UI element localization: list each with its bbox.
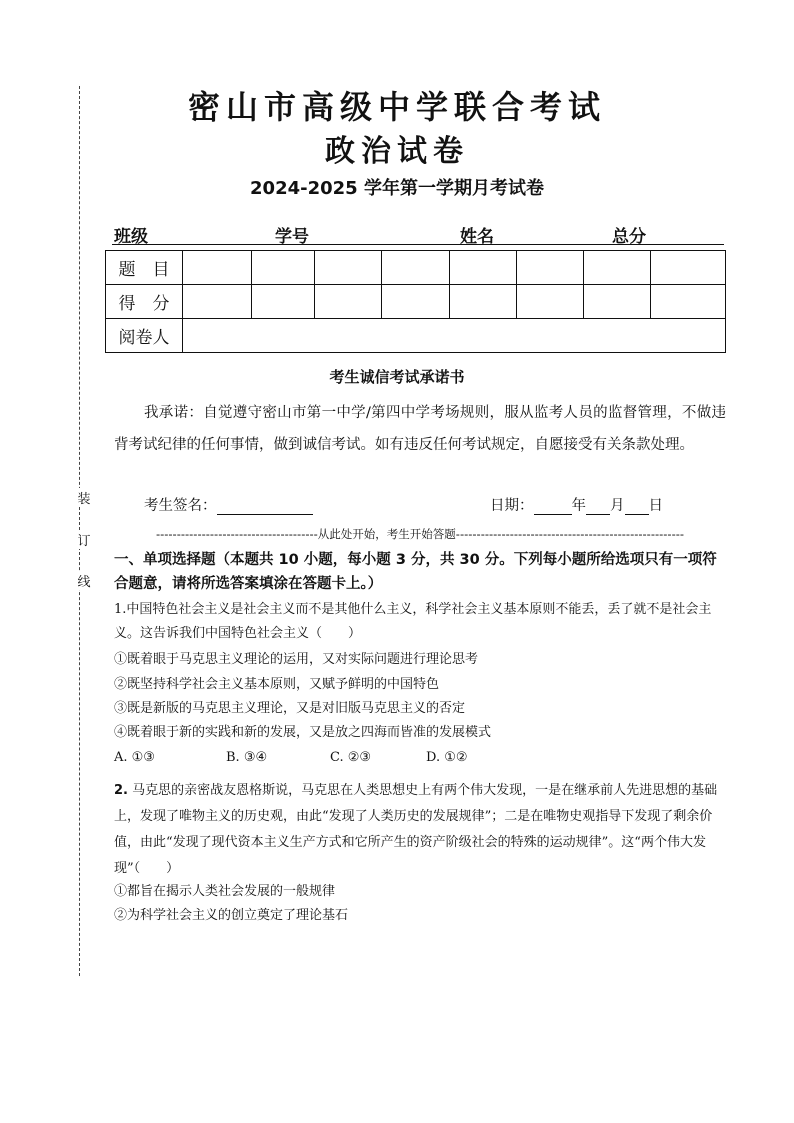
row-header-score: 得 分 [106,285,183,319]
choice-a[interactable]: A. ①③ [114,750,155,765]
table-cell[interactable] [584,285,651,319]
question-1-statement-4: ④既着眼于新的实践和新的发展，又是放之四海而皆准的发展模式 [114,725,492,740]
table-cell[interactable] [252,251,315,285]
table-row [106,319,726,353]
question-1-statement-2: ②既坚持科学社会主义基本原则，又赋予鲜明的中国特色 [114,677,440,692]
table-cell[interactable] [651,251,726,285]
day-field[interactable] [625,499,649,515]
table-cell[interactable] [315,285,382,319]
row-header-question: 题 目 [106,251,183,285]
table-cell[interactable] [382,285,450,319]
row-header-grader: 阅卷人 [106,319,183,353]
exam-subject: 政治试卷 [325,134,469,169]
pledge-body: 我承诺：自觉遵守密山市第一中学/第四中学考场规则，服从监考人员的监督管理，不做违背考试纪律的任何事情，做到诚信考试。如有违反任何考试规定，自愿接受有关条款处理。 [114,405,726,453]
table-row [106,285,726,319]
question-2-number: 2. [114,783,128,798]
table-cell[interactable] [651,285,726,319]
table-cell[interactable] [183,251,252,285]
choice-d[interactable]: D. ①② [426,750,468,765]
binding-char-xian: 线 [76,571,92,590]
binding-char-ding: 订 [76,530,92,549]
table-cell[interactable] [584,251,651,285]
grader-cell[interactable] [183,319,726,353]
table-cell[interactable] [450,251,517,285]
table-cell[interactable] [252,285,315,319]
total-score-label: 总分 [612,227,646,247]
table-cell[interactable] [450,285,517,319]
score-table [105,250,726,353]
day-label: 日 [648,498,663,514]
year-field[interactable] [534,499,572,515]
exam-title: 密山市高级中学联合考试 [187,88,606,126]
signature-row [114,494,726,515]
signature-field[interactable] [217,499,313,515]
binding-char-zhuang: 装 [76,488,92,507]
question-2-statement-2: ②为科学社会主义的创立奠定了理论基石 [114,908,349,923]
table-row [106,251,726,285]
month-field[interactable] [586,499,610,515]
pledge-title: 考生诚信考试承诺书 [329,368,465,386]
student-no-label: 学号 [275,227,309,247]
table-cell[interactable] [517,251,584,285]
signature-label: 考生签名： [144,498,217,514]
question-2-stem [114,778,726,882]
choice-c[interactable]: C. ②③ [330,750,372,765]
question-2-text: 马克思的亲密战友恩格斯说，马克思在人类思想史上有两个伟大发现，一是在继承前人先进思想的基础上，发现了唯物主义的历史观，由此“发现了人类历史的发展规律”；二是在唯物史观指导下发现了剩余价值，由此“发现了现代资本主义生产方式和它所产生的资产阶级社会的特殊的运动规律”。这“两个伟大发现”（ ） [114,783,718,876]
section-heading: 一、单项选择题（本题共 10 小题，每小题 3 分，共 30 分。下列每小题所给选项只有一项符合题意，请将所选答案填涂在答题卡上。） [114,552,717,592]
exam-term: 2024-2025 学年第一学期月考试卷 [250,178,544,199]
divider-dashes-left: --------------------------------------- [155,527,318,541]
question-1-statement-1: ①既着眼于马克思主义理论的运用，又对实际问题进行理论思考 [114,652,479,667]
student-info-row [112,222,724,245]
year-label: 年 [571,498,586,514]
table-cell[interactable] [517,285,584,319]
question-1-statement-3: ③既是新版的马克思主义理论，又是对旧版马克思主义的否定 [114,701,466,716]
month-label: 月 [610,498,625,514]
table-cell[interactable] [382,251,450,285]
table-cell[interactable] [183,285,252,319]
divider-text: 从此处开始，考生开始答题 [317,527,456,541]
question-1-stem: 1.中国特色社会主义是社会主义而不是其他什么主义，科学社会主义基本原则不能丢，丢了就不是社会主义。这告诉我们中国特色社会主义（ ） [114,602,712,641]
date-label: 日期： [490,498,534,514]
divider-dashes-right: ------------------------------------------------------- [455,527,685,541]
answer-start-divider [114,526,726,542]
choice-b[interactable]: B. ③④ [226,750,268,765]
question-2-statement-1: ①都旨在揭示人类社会发展的一般规律 [114,884,336,899]
table-cell[interactable] [315,251,382,285]
name-label: 姓名 [460,227,494,247]
class-label: 班级 [114,227,148,247]
